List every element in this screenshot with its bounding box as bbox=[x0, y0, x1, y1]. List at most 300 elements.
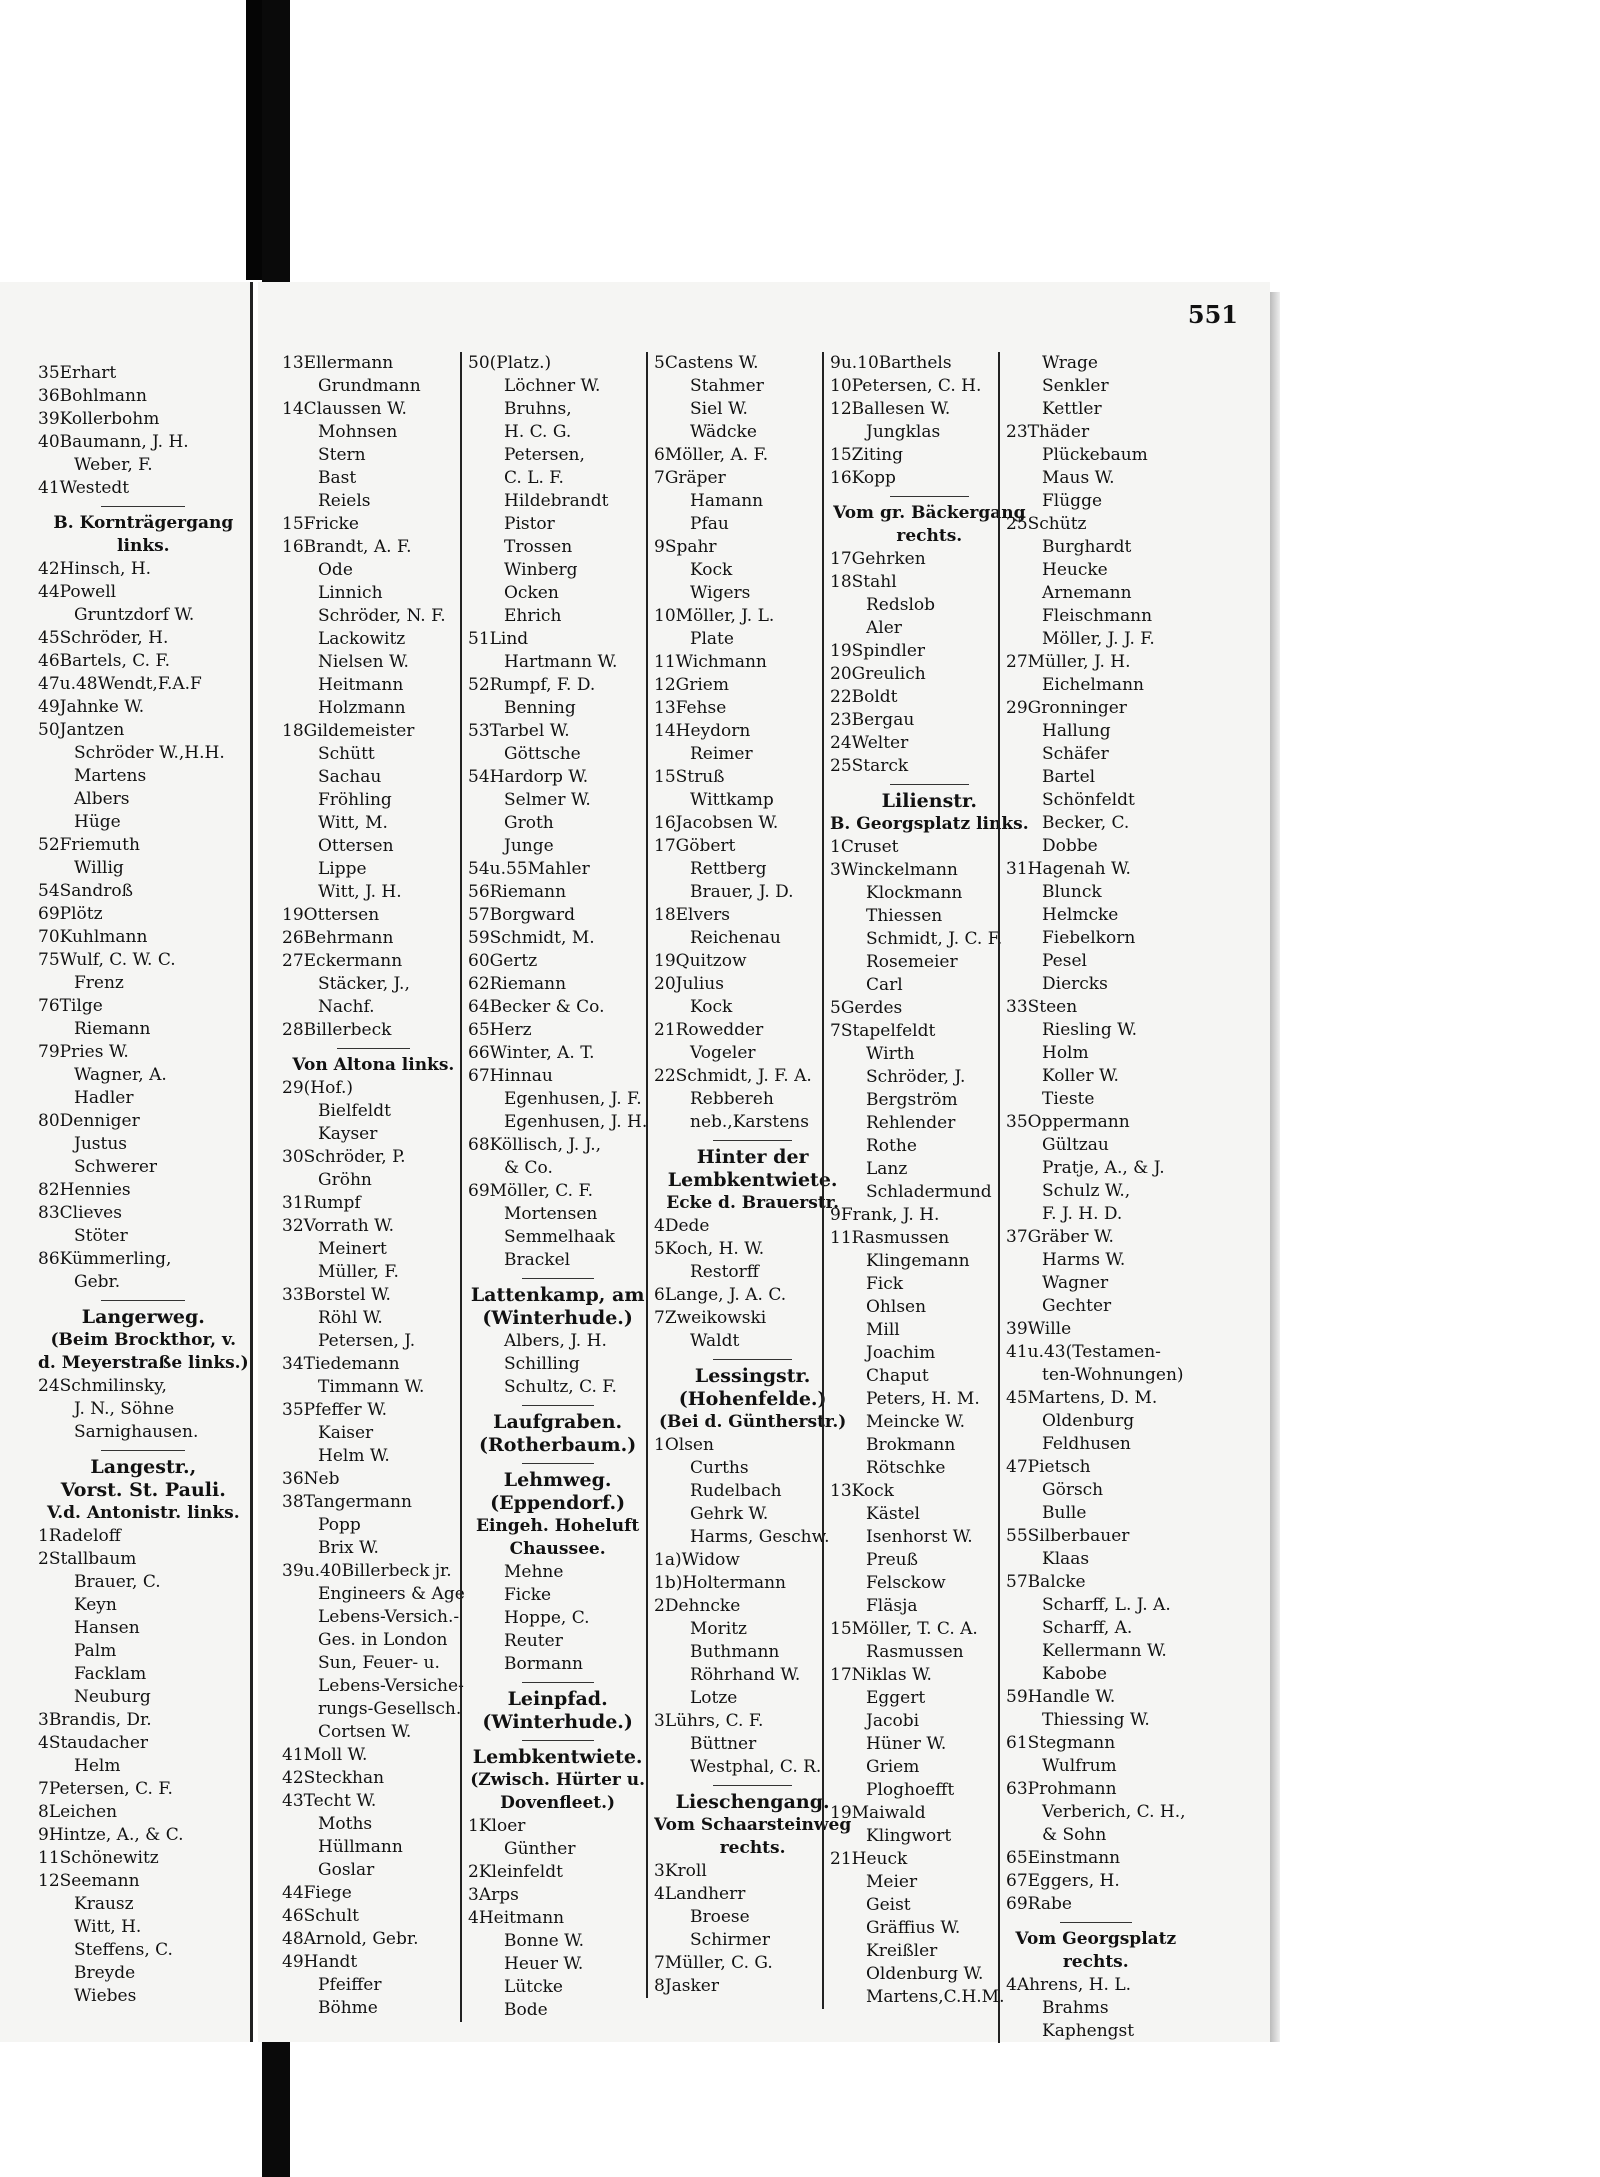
address-entry: 14Heydorn bbox=[654, 721, 751, 741]
resident-entry: Harms W. bbox=[1042, 1250, 1126, 1270]
resident-entry: Benning bbox=[504, 698, 576, 718]
address-entry: 15Struß bbox=[654, 767, 725, 787]
resident-entry: Riesling W. bbox=[1042, 1020, 1138, 1040]
resident-entry: Hoppe, C. bbox=[504, 1608, 590, 1628]
address-entry: 1Kloer bbox=[468, 1816, 526, 1836]
address-entry: 31Hagenah W. bbox=[1006, 859, 1131, 879]
address-entry: 62Riemann bbox=[468, 974, 567, 994]
section-note: Von Altona links. bbox=[292, 1055, 455, 1075]
address-entry: 57Borgward bbox=[468, 905, 576, 925]
resident-entry: Stäcker, J., bbox=[318, 974, 410, 994]
address-entry: 9Frank, J. H. bbox=[830, 1205, 940, 1225]
address-entry: 9Hintze, A., & C. bbox=[38, 1825, 184, 1845]
resident-entry: Felsckow bbox=[866, 1573, 946, 1593]
address-entry: 67Eggers, H. bbox=[1006, 1871, 1120, 1891]
resident-entry: Engineers & Age bbox=[318, 1584, 465, 1604]
address-entry: 39Wille bbox=[1006, 1319, 1072, 1339]
resident-entry: Aler bbox=[866, 618, 902, 638]
resident-entry: Feldhusen bbox=[1042, 1434, 1131, 1454]
address-entry: 20Greulich bbox=[830, 664, 926, 684]
address-entry: 21Heuck bbox=[830, 1849, 908, 1869]
resident-entry: Justus bbox=[74, 1134, 127, 1154]
street-heading: Langestr., bbox=[90, 1456, 197, 1478]
address-entry: 42Hinsch, H. bbox=[38, 559, 152, 579]
address-entry: 10Möller, J. L. bbox=[654, 606, 775, 626]
resident-entry: Kock bbox=[690, 997, 733, 1017]
resident-entry: Meinert bbox=[318, 1239, 387, 1259]
resident-entry: Egenhusen, J. F. bbox=[504, 1089, 642, 1109]
resident-entry: Rettberg bbox=[690, 859, 767, 879]
resident-entry: Hallung bbox=[1042, 721, 1111, 741]
resident-entry: Semmelhaak bbox=[504, 1227, 615, 1247]
resident-entry: Kettler bbox=[1042, 399, 1102, 419]
address-entry: 45Schröder, H. bbox=[38, 628, 169, 648]
page-number: 551 bbox=[1187, 300, 1238, 329]
resident-entry: Bast bbox=[318, 468, 357, 488]
address-entry: 24Schmilinsky, bbox=[38, 1376, 167, 1396]
address-entry: 10Petersen, C. H. bbox=[830, 376, 982, 396]
resident-entry: Popp bbox=[318, 1515, 361, 1535]
section-note: Dovenfleet.) bbox=[500, 1793, 616, 1813]
resident-entry: Fleischmann bbox=[1042, 606, 1153, 626]
address-entry: 19Quitzow bbox=[654, 951, 747, 971]
address-entry: 79Pries W. bbox=[38, 1042, 129, 1062]
address-entry: 23Bergau bbox=[830, 710, 915, 730]
resident-entry: Ehrich bbox=[504, 606, 562, 626]
resident-entry: Schröder, J. bbox=[866, 1067, 966, 1087]
address-entry: 75Wulf, C. W. C. bbox=[38, 950, 176, 970]
resident-entry: Helmcke bbox=[1042, 905, 1119, 925]
address-entry: 39u.40Billerbeck jr. bbox=[282, 1561, 452, 1581]
resident-entry: Ficke bbox=[504, 1585, 552, 1605]
resident-entry: Selmer W. bbox=[504, 790, 591, 810]
address-entry: 50Jantzen bbox=[38, 720, 125, 740]
resident-entry: Ploghoefft bbox=[866, 1780, 955, 1800]
address-entry: 15Fricke bbox=[282, 514, 359, 534]
section-note: (Zwisch. Hürter u. bbox=[470, 1770, 646, 1790]
resident-entry: Bormann bbox=[504, 1654, 584, 1674]
address-entry: 9u.10Barthels bbox=[830, 353, 952, 373]
resident-entry: Sun, Feuer- u. bbox=[318, 1653, 440, 1673]
resident-entry: Göttsche bbox=[504, 744, 581, 764]
section-note: (Bei d. Güntherstr.) bbox=[658, 1412, 847, 1432]
resident-entry: Rudelbach bbox=[690, 1481, 782, 1501]
street-heading: Langerweg. bbox=[81, 1306, 205, 1328]
address-entry: 37Gräber W. bbox=[1006, 1227, 1114, 1247]
resident-entry: Hüllmann bbox=[318, 1837, 403, 1857]
resident-entry: Thiessing W. bbox=[1042, 1710, 1150, 1730]
address-entry: 18Elvers bbox=[654, 905, 730, 925]
resident-entry: Waldt bbox=[690, 1331, 740, 1351]
resident-entry: Lebens-Versich.- bbox=[318, 1607, 460, 1627]
resident-entry: Kreißler bbox=[866, 1941, 938, 1961]
address-entry: 17Niklas W. bbox=[830, 1665, 932, 1685]
resident-entry: C. L. F. bbox=[504, 468, 564, 488]
section-note: Vom Schaarsteinweg bbox=[654, 1815, 852, 1835]
street-heading: Lembkentwiete. bbox=[667, 1169, 838, 1191]
address-entry: 3Arps bbox=[468, 1885, 519, 1905]
resident-entry: Bonne W. bbox=[504, 1931, 584, 1951]
address-entry: 1Cruset bbox=[830, 837, 899, 857]
resident-entry: Bruhns, bbox=[504, 399, 572, 419]
address-entry: 49Jahnke W. bbox=[38, 697, 145, 717]
street-heading: Vorst. St. Pauli. bbox=[60, 1479, 226, 1501]
address-entry: 69Möller, C. F. bbox=[468, 1181, 594, 1201]
address-entry: 52Rumpf, F. D. bbox=[468, 675, 596, 695]
address-entry: 9Spahr bbox=[654, 537, 717, 557]
address-entry: 35Oppermann bbox=[1006, 1112, 1130, 1132]
resident-entry: Carl bbox=[866, 975, 903, 995]
resident-entry: Hansen bbox=[74, 1618, 140, 1638]
address-entry: 7Müller, C. G. bbox=[654, 1953, 773, 1973]
address-entry: 18Gildemeister bbox=[282, 721, 415, 741]
resident-entry: Wulfrum bbox=[1042, 1756, 1117, 1776]
street-heading: (Rotherbaum.) bbox=[479, 1434, 637, 1456]
resident-entry: Ohlsen bbox=[866, 1297, 927, 1317]
resident-entry: Wagner bbox=[1042, 1273, 1109, 1293]
section-divider bbox=[38, 1444, 249, 1456]
address-entry: 52Friemuth bbox=[38, 835, 140, 855]
resident-entry: Klockmann bbox=[866, 883, 963, 903]
address-entry: 45Martens, D. M. bbox=[1006, 1388, 1158, 1408]
resident-entry: Hüner W. bbox=[866, 1734, 947, 1754]
directory-page bbox=[258, 282, 1270, 2042]
resident-entry: Keyn bbox=[74, 1595, 117, 1615]
resident-entry: Mortensen bbox=[504, 1204, 598, 1224]
resident-entry: Heucke bbox=[1042, 560, 1108, 580]
address-entry: 31Rumpf bbox=[282, 1193, 361, 1213]
address-entry: 19Ottersen bbox=[282, 905, 380, 925]
column-3 bbox=[646, 352, 851, 1998]
address-entry: 36Neb bbox=[282, 1469, 340, 1489]
address-entry: 8Jasker bbox=[654, 1976, 719, 1996]
address-entry: 13Ellermann bbox=[282, 353, 394, 373]
resident-entry: Lanz bbox=[866, 1159, 908, 1179]
resident-entry: & Sohn bbox=[1042, 1825, 1107, 1845]
resident-entry: Gültzau bbox=[1042, 1135, 1109, 1155]
resident-entry: Kellermann W. bbox=[1042, 1641, 1167, 1661]
resident-entry: Lackowitz bbox=[318, 629, 406, 649]
resident-entry: Thiessen bbox=[866, 906, 943, 926]
resident-entry: Stahmer bbox=[690, 376, 764, 396]
section-note: B. Georgsplatz links. bbox=[830, 814, 1029, 834]
resident-entry: Schulz W., bbox=[1042, 1181, 1131, 1201]
address-entry: 17Göbert bbox=[654, 836, 736, 856]
address-entry: 51Lind bbox=[468, 629, 529, 649]
resident-entry: Ottersen bbox=[318, 836, 394, 856]
address-entry: 46Bartels, C. F. bbox=[38, 651, 171, 671]
resident-entry: Pistor bbox=[504, 514, 555, 534]
address-entry: 34Tiedemann bbox=[282, 1354, 400, 1374]
resident-entry: Westphal, C. R. bbox=[690, 1757, 822, 1777]
resident-entry: Reuter bbox=[504, 1631, 563, 1651]
address-entry: 1Olsen bbox=[654, 1435, 714, 1455]
resident-entry: Pratje, A., & J. bbox=[1042, 1158, 1165, 1178]
section-note: V.d. Antonistr. links. bbox=[47, 1503, 240, 1523]
resident-entry: Lebens-Versiche- bbox=[318, 1676, 464, 1696]
resident-entry: Heitmann bbox=[318, 675, 404, 695]
section-note: rechts. bbox=[896, 526, 963, 546]
resident-entry: Eichelmann bbox=[1042, 675, 1144, 695]
resident-entry: Müller, F. bbox=[318, 1262, 399, 1282]
resident-entry: Klingwort bbox=[866, 1826, 952, 1846]
address-entry: 59Handle W. bbox=[1006, 1687, 1116, 1707]
address-entry: 19Maiwald bbox=[830, 1803, 926, 1823]
section-note: d. Meyerstraße links.) bbox=[38, 1353, 249, 1373]
address-entry: 25Schütz bbox=[1006, 514, 1087, 534]
resident-entry: Brokmann bbox=[866, 1435, 956, 1455]
section-note: Eingeh. Hoheluft bbox=[476, 1516, 640, 1536]
address-entry: 69Plötz bbox=[38, 904, 103, 924]
resident-entry: Vogeler bbox=[690, 1043, 756, 1063]
address-entry: 30Schröder, P. bbox=[282, 1147, 406, 1167]
street-heading: Leinpfad. bbox=[507, 1688, 608, 1710]
resident-entry: Plate bbox=[690, 629, 734, 649]
section-note: B. Kornträgergang bbox=[53, 513, 234, 533]
resident-entry: Petersen, bbox=[504, 445, 585, 465]
address-entry: 2Kleinfeldt bbox=[468, 1862, 563, 1882]
address-entry: 3Brandis, Dr. bbox=[38, 1710, 152, 1730]
resident-entry: Helm W. bbox=[318, 1446, 390, 1466]
resident-entry: Grundmann bbox=[318, 376, 421, 396]
resident-entry: Oldenburg W. bbox=[866, 1964, 984, 1984]
resident-entry: Preuß bbox=[866, 1550, 918, 1570]
address-entry: 17Gehrken bbox=[830, 549, 926, 569]
address-entry: 1b)Holtermann bbox=[654, 1573, 786, 1593]
address-entry: 5Koch, H. W. bbox=[654, 1239, 765, 1259]
street-heading: (Winterhude.) bbox=[482, 1711, 633, 1733]
resident-entry: Oldenburg bbox=[1042, 1411, 1135, 1431]
address-entry: 43Techt W. bbox=[282, 1791, 377, 1811]
resident-entry: Stern bbox=[318, 445, 366, 465]
address-entry: 11Wichmann bbox=[654, 652, 767, 672]
resident-entry: Moths bbox=[318, 1814, 373, 1834]
address-entry: 49Handt bbox=[282, 1952, 358, 1972]
address-entry: 7Zweikowski bbox=[654, 1308, 767, 1328]
resident-entry: Brix W. bbox=[318, 1538, 379, 1558]
resident-entry: Brauer, C. bbox=[74, 1572, 161, 1592]
address-entry: 57Balcke bbox=[1006, 1572, 1086, 1592]
address-entry: 20Julius bbox=[654, 974, 724, 994]
resident-entry: Scharff, L. J. A. bbox=[1042, 1595, 1171, 1615]
resident-entry: Hüge bbox=[74, 812, 121, 832]
resident-entry: Kaiser bbox=[318, 1423, 374, 1443]
resident-entry: Tieste bbox=[1042, 1089, 1095, 1109]
resident-entry: Fröhling bbox=[318, 790, 392, 810]
column-2 bbox=[460, 352, 647, 2022]
address-entry: 27Eckermann bbox=[282, 951, 403, 971]
address-entry: 44Powell bbox=[38, 582, 117, 602]
resident-entry: Klingemann bbox=[866, 1251, 970, 1271]
resident-entry: Sarnighausen. bbox=[74, 1422, 199, 1442]
resident-entry: Moritz bbox=[690, 1619, 747, 1639]
resident-entry: Bode bbox=[504, 2000, 548, 2020]
resident-entry: Witt, H. bbox=[74, 1917, 142, 1937]
resident-entry: Witt, M. bbox=[318, 813, 388, 833]
address-entry: 3Winckelmann bbox=[830, 860, 958, 880]
resident-entry: Brackel bbox=[504, 1250, 571, 1270]
resident-entry: Fiebelkorn bbox=[1042, 928, 1136, 948]
address-entry: 26Behrmann bbox=[282, 928, 394, 948]
resident-entry: Büttner bbox=[690, 1734, 757, 1754]
address-entry: 76Tilge bbox=[38, 996, 103, 1016]
resident-entry: Heuer W. bbox=[504, 1954, 584, 1974]
resident-entry: Mill bbox=[866, 1320, 900, 1340]
address-entry: 16Brandt, A. F. bbox=[282, 537, 412, 557]
resident-entry: Schönfeldt bbox=[1042, 790, 1135, 810]
resident-entry: & Co. bbox=[504, 1158, 553, 1178]
address-entry: 63Prohmann bbox=[1006, 1779, 1117, 1799]
resident-entry: Möller, J. J. F. bbox=[1042, 629, 1155, 649]
resident-entry: H. C. G. bbox=[504, 422, 572, 442]
resident-entry: Diercks bbox=[1042, 974, 1108, 994]
address-entry: 13Fehse bbox=[654, 698, 727, 718]
resident-entry: Krausz bbox=[74, 1894, 134, 1914]
section-note: rechts. bbox=[1062, 1952, 1129, 1972]
resident-entry: Witt, J. H. bbox=[318, 882, 402, 902]
resident-entry: Buthmann bbox=[690, 1642, 780, 1662]
resident-entry: Restorff bbox=[690, 1262, 759, 1282]
resident-entry: Brahms bbox=[1042, 1998, 1109, 2018]
address-entry: 53Tarbel W. bbox=[468, 721, 570, 741]
resident-entry: Geist bbox=[866, 1895, 911, 1915]
resident-entry: Bulle bbox=[1042, 1503, 1087, 1523]
street-heading: Lieschengang. bbox=[675, 1791, 830, 1813]
resident-entry: Rasmussen bbox=[866, 1642, 964, 1662]
resident-entry: Wittkamp bbox=[690, 790, 774, 810]
address-entry: 22Boldt bbox=[830, 687, 898, 707]
resident-entry: Steffens, C. bbox=[74, 1940, 173, 1960]
address-entry: 38Tangermann bbox=[282, 1492, 412, 1512]
street-heading: Lessingstr. bbox=[694, 1365, 811, 1387]
resident-entry: Ocken bbox=[504, 583, 559, 603]
section-note: (Beim Brockthor, v. bbox=[50, 1330, 237, 1350]
resident-entry: Hamann bbox=[690, 491, 764, 511]
street-heading: (Eppendorf.) bbox=[490, 1492, 626, 1514]
address-entry: 82Hennies bbox=[38, 1180, 131, 1200]
address-entry: 8Leichen bbox=[38, 1802, 118, 1822]
address-entry: 14Claussen W. bbox=[282, 399, 407, 419]
address-entry: 66Winter, A. T. bbox=[468, 1043, 595, 1063]
section-note: Chaussee. bbox=[509, 1539, 606, 1559]
resident-entry: Kabobe bbox=[1042, 1664, 1107, 1684]
address-entry: 12Ballesen W. bbox=[830, 399, 951, 419]
address-entry: 28Billerbeck bbox=[282, 1020, 392, 1040]
section-divider bbox=[468, 1272, 647, 1284]
section-divider bbox=[468, 1399, 647, 1411]
address-entry: 32Vorrath W. bbox=[282, 1216, 395, 1236]
resident-entry: Trossen bbox=[504, 537, 573, 557]
address-entry: 54Hardorp W. bbox=[468, 767, 589, 787]
resident-entry: Lotze bbox=[690, 1688, 738, 1708]
resident-entry: Breyde bbox=[74, 1963, 136, 1983]
street-heading: Lehmweg. bbox=[503, 1469, 612, 1491]
street-heading: (Winterhude.) bbox=[482, 1307, 633, 1329]
resident-entry: Wigers bbox=[690, 583, 751, 603]
address-entry: 2Stallbaum bbox=[38, 1549, 137, 1569]
resident-entry: Schütt bbox=[318, 744, 375, 764]
address-entry: 18Stahl bbox=[830, 572, 897, 592]
street-heading: Hinter der bbox=[696, 1146, 809, 1168]
address-entry: 64Becker & Co. bbox=[468, 997, 605, 1017]
address-entry: 39Kollerbohm bbox=[38, 409, 160, 429]
resident-entry: Röhrhand W. bbox=[690, 1665, 801, 1685]
resident-entry: Neuburg bbox=[74, 1687, 151, 1707]
address-entry: 65Einstmann bbox=[1006, 1848, 1121, 1868]
resident-entry: Redslob bbox=[866, 595, 936, 615]
address-entry: 4Ahrens, H. L. bbox=[1006, 1975, 1132, 1995]
address-entry: 15Möller, T. C. A. bbox=[830, 1619, 978, 1639]
resident-entry: Nielsen W. bbox=[318, 652, 409, 672]
address-entry: 21Rowedder bbox=[654, 1020, 764, 1040]
street-heading: Laufgraben. bbox=[493, 1411, 623, 1433]
resident-entry: Schirmer bbox=[690, 1930, 770, 1950]
address-entry: 19Spindler bbox=[830, 641, 926, 661]
resident-entry: Junge bbox=[504, 836, 554, 856]
resident-entry: Riemann bbox=[74, 1019, 151, 1039]
resident-entry: Meincke W. bbox=[866, 1412, 966, 1432]
resident-entry: Wrage bbox=[1042, 353, 1098, 373]
resident-entry: Wirth bbox=[866, 1044, 915, 1064]
resident-entry: Mehne bbox=[504, 1562, 564, 1582]
left-page-fragment bbox=[0, 282, 253, 2042]
address-entry: 33Borstel W. bbox=[282, 1285, 391, 1305]
resident-entry: Kock bbox=[690, 560, 733, 580]
resident-entry: Curths bbox=[690, 1458, 749, 1478]
address-entry: 1Radeloff bbox=[38, 1526, 121, 1546]
resident-entry: Joachim bbox=[866, 1343, 936, 1363]
resident-entry: Burghardt bbox=[1042, 537, 1132, 557]
resident-entry: Frenz bbox=[74, 973, 124, 993]
resident-entry: Klaas bbox=[1042, 1549, 1090, 1569]
resident-entry: Martens,C.H.M. bbox=[866, 1987, 1005, 2007]
resident-entry: Verberich, C. H., bbox=[1042, 1802, 1186, 1822]
resident-entry: Gröhn bbox=[318, 1170, 372, 1190]
address-entry: 3Lührs, C. F. bbox=[654, 1711, 764, 1731]
address-entry: 83Clieves bbox=[38, 1203, 122, 1223]
address-entry: 60Gertz bbox=[468, 951, 538, 971]
address-entry: 5Castens W. bbox=[654, 353, 759, 373]
address-entry: 41u.43(Testamen- bbox=[1006, 1342, 1161, 1362]
resident-entry: Flügge bbox=[1042, 491, 1103, 511]
resident-entry: Blunck bbox=[1042, 882, 1102, 902]
resident-entry: Ode bbox=[318, 560, 353, 580]
resident-entry: Fläsja bbox=[866, 1596, 918, 1616]
resident-entry: Dobbe bbox=[1042, 836, 1098, 856]
address-entry: 12Seemann bbox=[38, 1871, 140, 1891]
resident-entry: Bielfeldt bbox=[318, 1101, 391, 1121]
address-entry: 7Stapelfeldt bbox=[830, 1021, 936, 1041]
resident-entry: Griem bbox=[866, 1757, 920, 1777]
resident-entry: Gräffius W. bbox=[866, 1918, 961, 1938]
address-entry: 15Ziting bbox=[830, 445, 903, 465]
resident-entry: Holzmann bbox=[318, 698, 406, 718]
resident-entry: Schwerer bbox=[74, 1157, 158, 1177]
section-note: Vom gr. Bäckergang bbox=[833, 503, 1026, 523]
resident-entry: Timmann W. bbox=[318, 1377, 425, 1397]
address-entry: 35Erhart bbox=[38, 363, 117, 383]
address-entry: 47Pietsch bbox=[1006, 1457, 1091, 1477]
address-entry: 4Landherr bbox=[654, 1884, 746, 1904]
resident-entry: Schladermund bbox=[866, 1182, 992, 1202]
resident-entry: Günther bbox=[504, 1839, 576, 1859]
resident-entry: Rötschke bbox=[866, 1458, 946, 1478]
resident-entry: Facklam bbox=[74, 1664, 147, 1684]
resident-entry: Palm bbox=[74, 1641, 117, 1661]
address-entry: 23Thäder bbox=[1006, 422, 1090, 442]
address-entry: 42Steckhan bbox=[282, 1768, 385, 1788]
resident-entry: Schröder, N. F. bbox=[318, 606, 446, 626]
